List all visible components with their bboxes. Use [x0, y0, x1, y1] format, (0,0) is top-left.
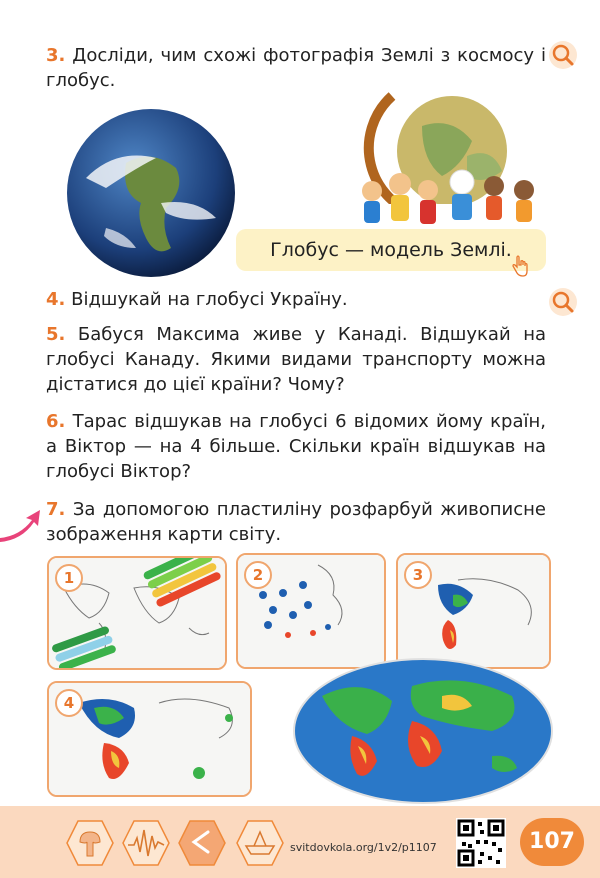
- globe-photo: [352, 86, 552, 236]
- task-number: 7.: [46, 499, 66, 520]
- step-photo-4: [47, 681, 252, 797]
- task-5: [46, 322, 546, 397]
- seismograph-icon: [122, 820, 170, 866]
- step-number: 2: [244, 561, 272, 589]
- task-6: [46, 409, 546, 484]
- globe-caption: Глобус — модель Землі.: [236, 229, 546, 271]
- task-text: Відшукай на глобусі Україну.: [71, 289, 348, 310]
- arrow-marker-icon: [0, 508, 40, 544]
- task-number: 6.: [46, 411, 66, 432]
- magnifier-icon: [548, 40, 578, 70]
- task-number: 3.: [46, 45, 66, 66]
- magnifier-icon: [548, 287, 578, 317]
- paper-boat-icon: [236, 820, 284, 866]
- task-4: [46, 287, 546, 312]
- step-photo-3: [396, 553, 551, 669]
- task-text: За допомогою пластиліну розфарбуй живописне зображення карти світу.: [46, 499, 546, 545]
- step-number: 3: [404, 561, 432, 589]
- step-photo-1: [47, 556, 227, 670]
- task-number: 4.: [46, 289, 66, 310]
- task-number: 5.: [46, 324, 66, 345]
- step-number: 4: [55, 689, 83, 717]
- plasticine-world-map: [292, 656, 554, 806]
- pointing-hand-icon: [508, 254, 532, 278]
- page-number: 107: [520, 818, 584, 866]
- earth-photo: [66, 108, 236, 278]
- footer-url[interactable]: svitdovkola.org/1v2/p1107: [290, 841, 437, 854]
- step-number: 1: [55, 564, 83, 592]
- mushroom-cloud-icon: [66, 820, 114, 866]
- qr-code-icon[interactable]: [456, 818, 506, 868]
- task-7: [46, 497, 546, 547]
- task-text: Тарас відшукав на глобусі 6 відомих йому країн, а Віктор — на 4 більше. Скільки країн відшукав на глобусі Віктор?: [46, 411, 546, 482]
- step-photo-2: [236, 553, 386, 669]
- task-text: Бабуся Максима живе у Канаді. Відшукай на глобусі Канаду. Якими видами транспорту можна дістатися до цієї країни? Чому?: [46, 324, 546, 395]
- task-text: Досліди, чим схожі фотографія Землі з космосу і глобус.: [46, 45, 546, 91]
- arrow-turn-icon: [178, 820, 226, 866]
